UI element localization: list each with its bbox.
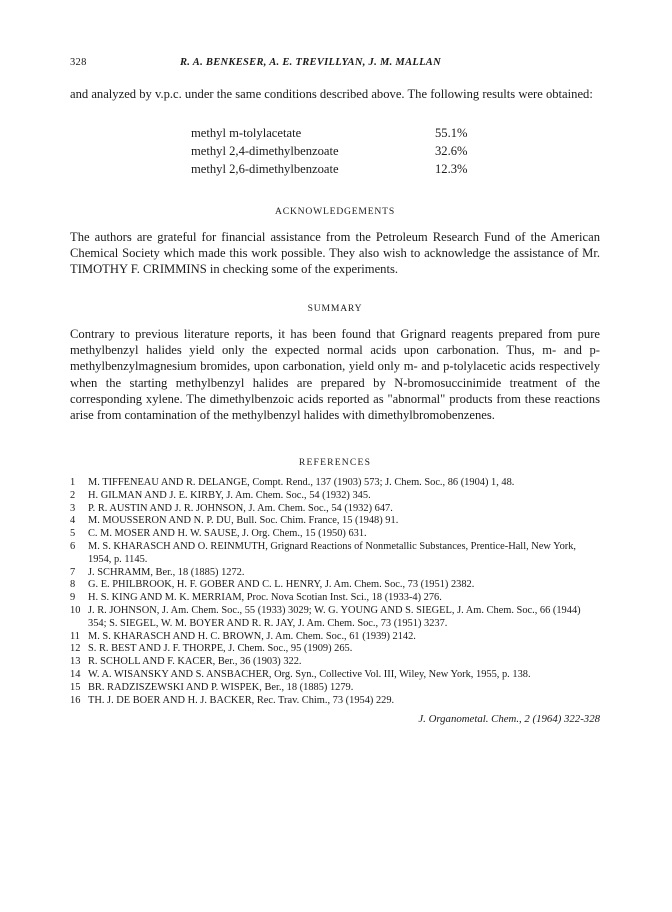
- reference-number: 1: [70, 477, 76, 488]
- reference-number: 12: [70, 643, 81, 655]
- reference-text: M. TIFFENEAU AND R. DELANGE, Compt. Rend., 137 (1903) 573; J. Chem. Soc., 86 (1904) 1, 48.: [88, 477, 515, 488]
- reference-item: [70, 477, 600, 490]
- reference-item: [70, 515, 600, 528]
- reference-item: [70, 695, 600, 708]
- reference-text: M. MOUSSERON AND N. P. DU, Bull. Soc. Chim. France, 15 (1948) 91.: [88, 515, 399, 527]
- reference-number: 13: [70, 656, 81, 668]
- reference-text: C. M. MOSER AND H. W. SAUSE, J. Org. Chem., 15 (1950) 631.: [88, 528, 367, 540]
- summary-text: Contrary to previous literature reports, it has been found that Grignard reagents prepared from pure methylbenzyl halides yield only the expected normal acids upon carbonation. Thus, m- and p-methylbenzylmagnesium bromides, upon carbonation, yield only m- and p-tolylacetic acids respectively when the starting methylbenzyl halides are prepared by N-bromosuccinimide treatment of the corresponding xylene. The dimethylbenzoic acids reported as "abnormal" products from these reactions arise from contamination of the methylbenzyl halides with dimethylbromobenzenes.: [70, 327, 600, 423]
- running-head-authors: R. A. BENKESER, A. E. TREVILLYAN, J. M. MALLAN: [180, 57, 441, 68]
- reference-number: 9: [70, 592, 76, 604]
- reference-item: [70, 541, 600, 567]
- references-heading: REFERENCES: [298, 457, 372, 468]
- reference-item: [70, 592, 600, 605]
- reference-text: H. S. KING AND M. K. MERRIAM, Proc. Nova Scotian Inst. Sci., 18 (1933-4) 276.: [88, 592, 442, 604]
- reference-text: M. S. KHARASCH AND H. C. BROWN, J. Am. Chem. Soc., 61 (1939) 2142.: [88, 630, 416, 642]
- reference-text: J. R. JOHNSON, J. Am. Chem. Soc., 55 (1933) 3029; W. G. YOUNG AND S. SIEGEL, J. Am. Chem. Soc., 66 (1944) 354; S. SIEGEL, W. M. BOYER AND R. R. JAY, J. Am. Chem. Soc., 73 (1951) 3237.: [88, 604, 581, 629]
- reference-text: H. GILMAN AND J. E. KIRBY, J. Am. Chem. Soc., 54 (1932) 345.: [88, 489, 371, 501]
- reference-number: 7: [70, 566, 76, 578]
- reference-text: W. A. WISANSKY AND S. ANSBACHER, Org. Syn., Collective Vol. III, Wiley, New York, 1955, p. 138.: [88, 668, 531, 680]
- result-percent: 12.3%: [435, 162, 468, 176]
- reference-item: [70, 490, 600, 503]
- reference-number: 6: [70, 540, 76, 552]
- acknowledgements-heading: ACKNOWLEDGEMENTS: [275, 206, 395, 217]
- result-percent: 32.6%: [435, 144, 468, 158]
- reference-item: [70, 503, 600, 516]
- journal-citation-footer: J. Organometal. Chem., 2 (1964) 322-328: [418, 713, 600, 725]
- reference-item: [70, 528, 600, 541]
- result-row: [191, 124, 491, 142]
- reference-number: 15: [70, 681, 81, 693]
- reference-item: [70, 567, 600, 580]
- reference-item: [70, 656, 600, 669]
- reference-number: 4: [70, 515, 76, 527]
- page-number: 328: [70, 57, 87, 68]
- reference-number: 14: [70, 668, 81, 680]
- reference-number: 5: [70, 528, 76, 540]
- result-row: [191, 142, 491, 160]
- reference-text: BR. RADZISZEWSKI AND P. WISPEK, Ber., 18 (1885) 1279.: [88, 681, 354, 693]
- result-compound: methyl 2,4-dimethylbenzoate: [191, 144, 339, 158]
- reference-number: 11: [70, 630, 81, 642]
- reference-item: [70, 643, 600, 656]
- reference-number: 3: [70, 502, 76, 514]
- reference-number: 8: [70, 579, 76, 591]
- reference-item: [70, 682, 600, 695]
- reference-number: 16: [70, 694, 81, 706]
- acknowledgements-text: The authors are grateful for financial assistance from the Petroleum Research Fund of the American Chemical Society which made this work possible. They also wish to acknowledge the assistance of Mr. TIMOTHY F. CRIMMINS in checking some of the experiments.: [70, 230, 600, 277]
- reference-item: [70, 579, 600, 592]
- references-list: [70, 477, 600, 707]
- reference-text: J. SCHRAMM, Ber., 18 (1885) 1272.: [88, 566, 245, 578]
- reference-text: R. SCHOLL AND F. KACER, Ber., 36 (1903) 322.: [88, 656, 302, 668]
- summary-heading: SUMMARY: [307, 303, 363, 314]
- reference-text: G. E. PHILBROOK, H. F. GOBER AND C. L. HENRY, J. Am. Chem. Soc., 73 (1951) 2382.: [88, 579, 475, 591]
- result-row: [191, 160, 491, 178]
- reference-text: P. R. AUSTIN AND J. R. JOHNSON, J. Am. Chem. Soc., 54 (1932) 647.: [88, 502, 393, 514]
- reference-text: M. S. KHARASCH AND O. REINMUTH, Grignard Reactions of Nonmetallic Substances, Prentice-Hall, New York, 1954, p. 1145.: [88, 540, 577, 565]
- results-list: [191, 124, 491, 178]
- reference-number: 2: [70, 489, 76, 501]
- reference-text: TH. J. DE BOER AND H. J. BACKER, Rec. Trav. Chim., 73 (1954) 229.: [88, 694, 395, 706]
- reference-item: [70, 631, 600, 644]
- result-compound: methyl 2,6-dimethylbenzoate: [191, 162, 339, 176]
- reference-number: 10: [70, 604, 81, 616]
- reference-text: S. R. BEST AND J. F. THORPE, J. Chem. Soc., 95 (1909) 265.: [88, 643, 353, 655]
- reference-item: [70, 669, 600, 682]
- reference-item: [70, 605, 600, 631]
- result-compound: methyl m-tolylacetate: [191, 126, 302, 140]
- result-percent: 55.1%: [435, 126, 468, 140]
- intro-paragraph: and analyzed by v.p.c. under the same conditions described above. The following results were obtained:: [70, 87, 593, 101]
